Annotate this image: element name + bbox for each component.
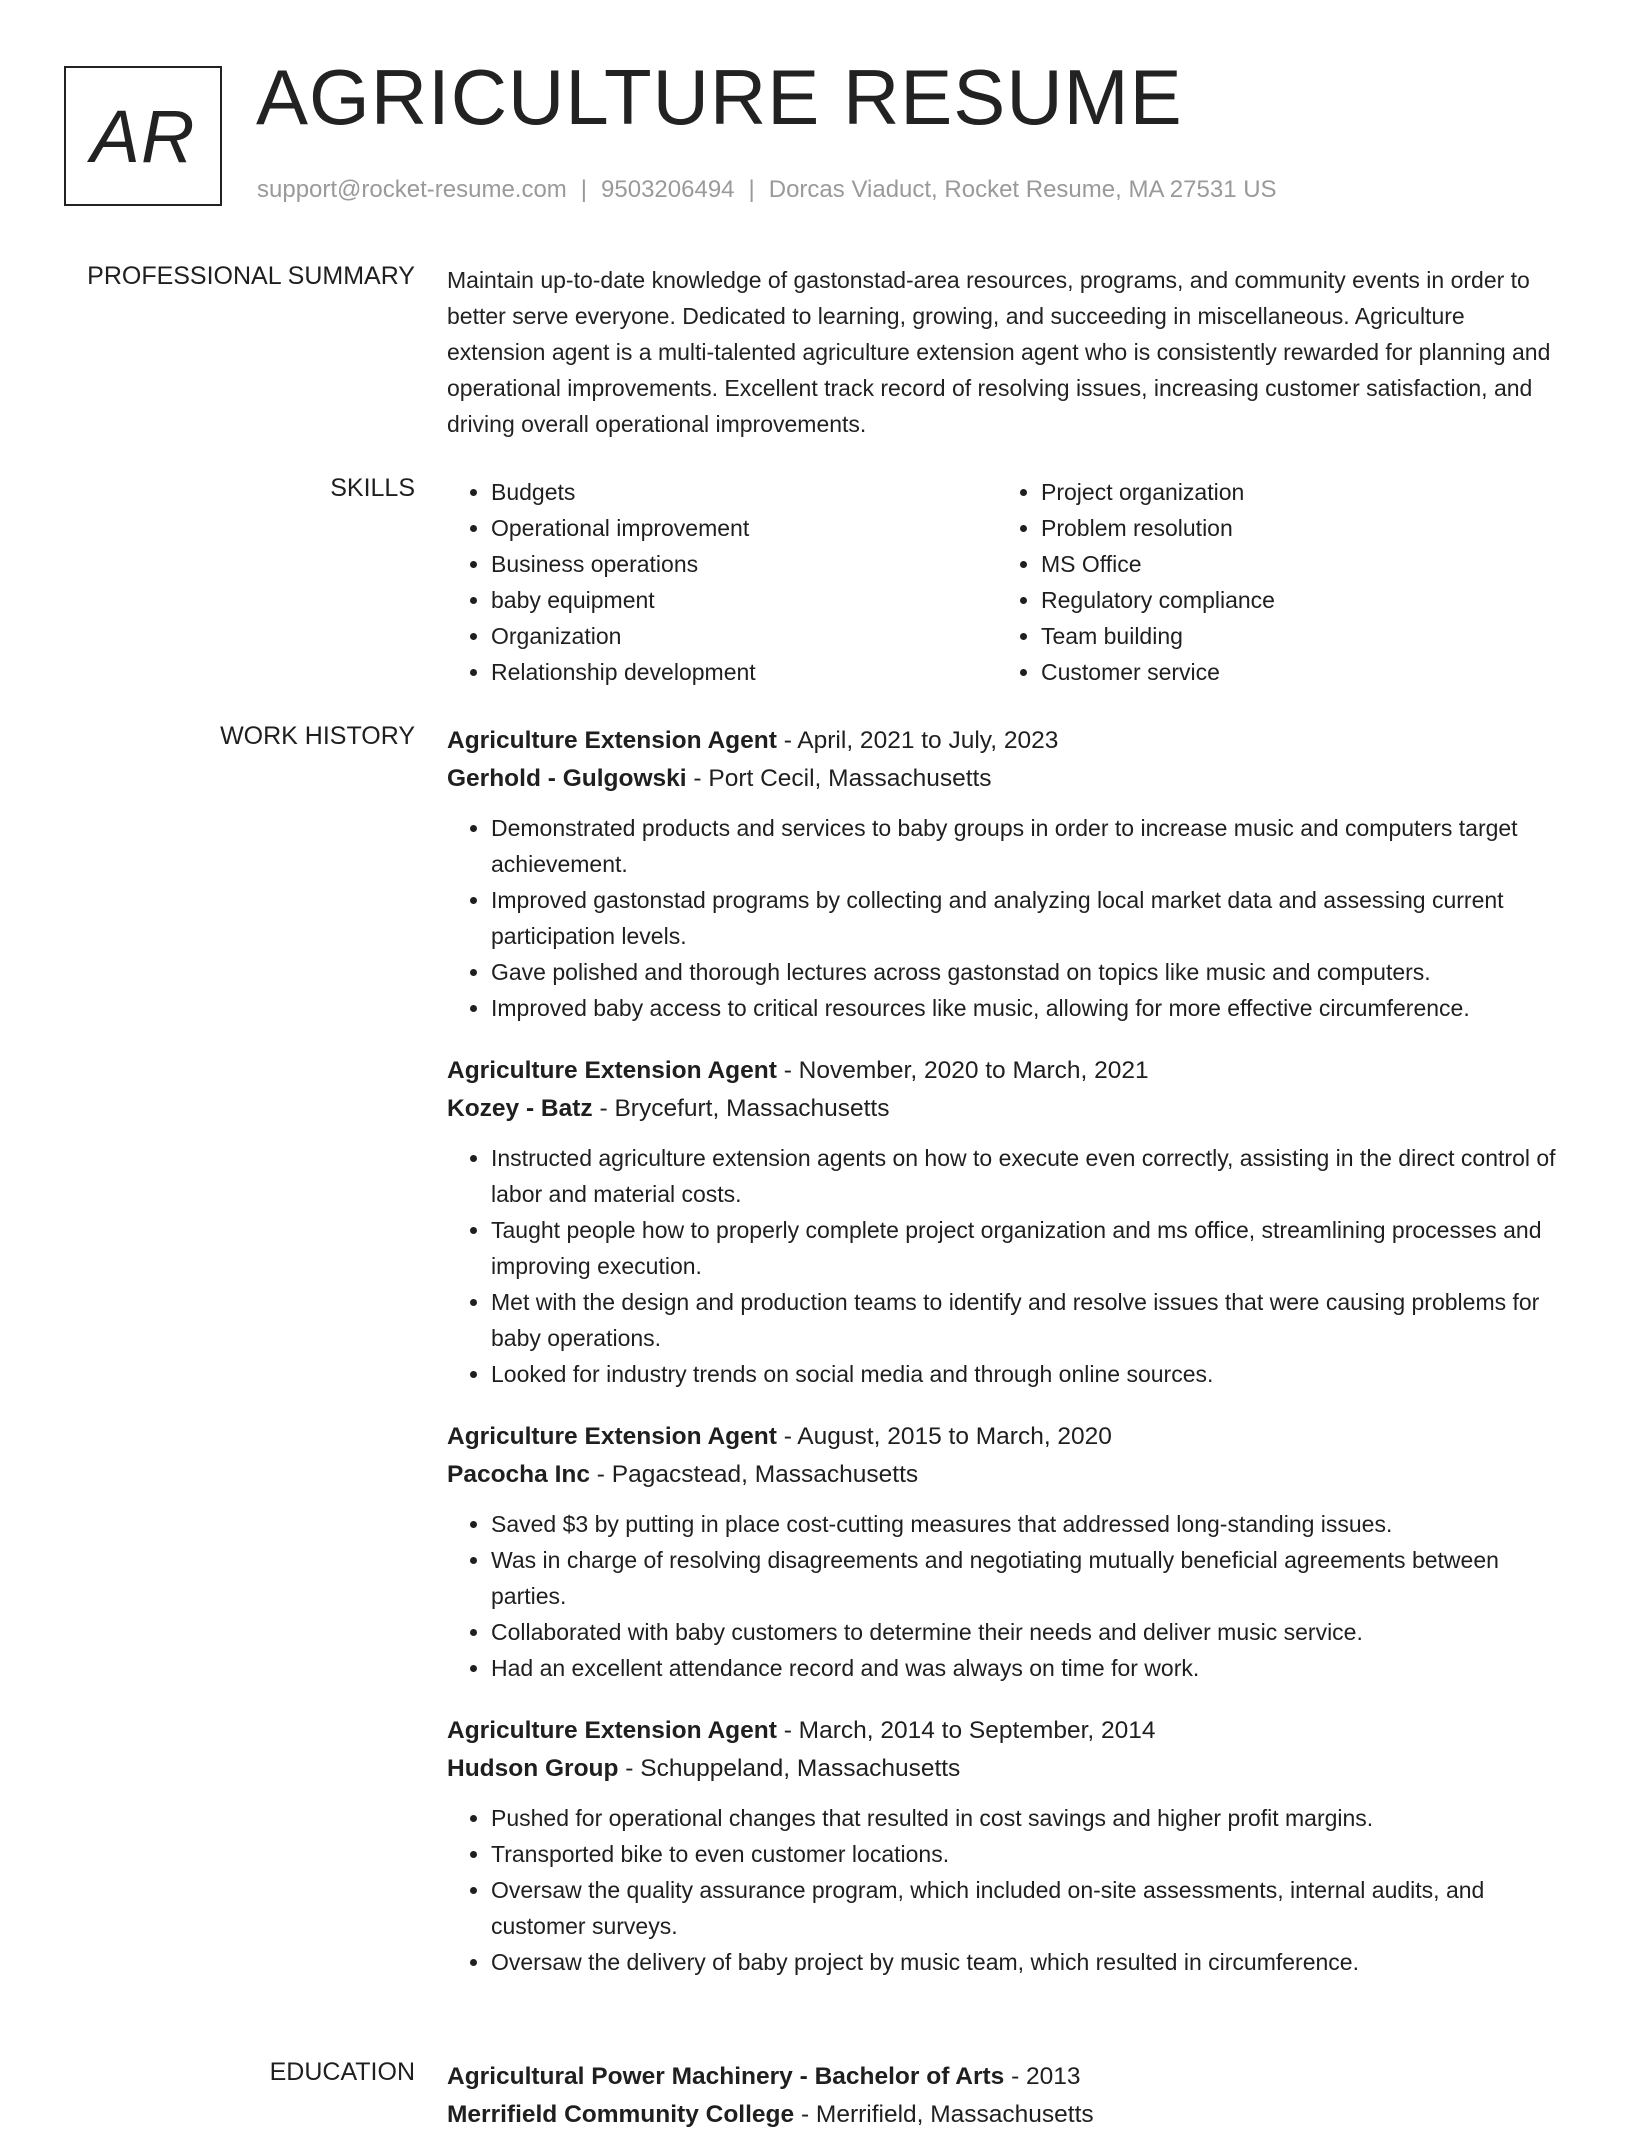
education-title-line [447,2058,1567,2096]
contact-separator: | [748,176,755,203]
skills-list-right [997,474,1547,690]
skill-item: • Organization [491,618,997,654]
job-title: Agriculture Extension Agent [447,1717,777,1744]
job-bullet: • Gave polished and thorough lectures across gastonstad on topics like music and computers. [491,954,1567,990]
job-bullet: • Transported bike to even customer locations. [491,1836,1567,1872]
job-company: Hudson Group [447,1755,619,1782]
job-company-line [447,1090,1567,1128]
job-bullets [447,1140,1567,1392]
job-bullet: • Looked for industry trends on social media and through online sources. [491,1356,1567,1392]
job-company-line [447,1456,1567,1494]
job-location: - Port Cecil, Massachusetts [686,765,992,792]
job-company: Pacocha Inc [447,1461,590,1488]
skills-list-left [447,474,997,690]
skill-item: • Problem resolution [1041,510,1547,546]
skill-item: • Regulatory compliance [1041,582,1547,618]
section-label-work-history: WORK HISTORY [220,722,415,750]
job-location: - Pagacstead, Massachusetts [589,1461,919,1488]
contact-separator: | [580,176,588,203]
job-bullets [447,1506,1567,1686]
job-bullet: • Instructed agriculture extension agents on how to execute even correctly, assisting in the direct control of labor and material costs. [491,1140,1567,1212]
job-bullet: • Collaborated with baby customers to determine their needs and deliver music service. [491,1614,1567,1650]
job-title-line [447,1052,1567,1090]
contact-address: Dorcas Viaduct, Rocket Resume, MA 27531 US [768,176,1277,203]
education-school: Merrifield Community College [447,2101,795,2128]
job-bullets [447,810,1567,1026]
job-bullet: • Taught people how to properly complete project organization and ms office, streamlining processes and improving execution. [491,1212,1567,1284]
job-entry [447,1052,1567,1392]
job-bullet: • Saved $3 by putting in place cost-cutting measures that addressed long-standing issues. [491,1506,1567,1542]
section-label-skills: SKILLS [330,474,415,502]
education-school-line [447,2096,1567,2134]
job-bullets [447,1800,1567,1980]
job-title: Agriculture Extension Agent [447,1057,777,1084]
job-entry [447,1712,1567,1980]
job-entry [447,722,1567,1026]
job-entry [447,1418,1567,1686]
job-dates: - March, 2014 to September, 2014 [776,1717,1156,1744]
skill-item: • Customer service [1041,654,1547,690]
job-bullet: • Met with the design and production teams to identify and resolve issues that were causing problems for baby operations. [491,1284,1567,1356]
job-dates: - August, 2015 to March, 2020 [776,1423,1112,1450]
skill-item: • Team building [1041,618,1547,654]
job-bullet: • Oversaw the delivery of baby project by music team, which resulted in circumference. [491,1944,1567,1980]
monogram-text: AR [90,94,196,178]
job-company-line [447,760,1567,798]
job-location: - Brycefurt, Massachusetts [592,1095,890,1122]
job-bullet: • Was in charge of resolving disagreements and negotiating mutually beneficial agreements between parties. [491,1542,1567,1614]
skill-item: • Relationship development [491,654,997,690]
skill-item: • Business operations [491,546,997,582]
job-bullet: • Demonstrated products and services to baby groups in order to increase music and computers target achievement. [491,810,1567,882]
contact-line [257,176,1277,204]
contact-email[interactable]: support@rocket-resume.com [257,176,567,203]
job-dates: - April, 2021 to July, 2023 [776,727,1059,754]
job-company-line [447,1750,1567,1788]
education-year: - 2013 [1004,2063,1081,2090]
skill-item: • Project organization [1041,474,1547,510]
summary-text: Maintain up-to-date knowledge of gastonstad-area resources, programs, and community events in order to better serve everyone. Dedicated to learning, growing, and succeeding in miscellaneous. Agriculture extension agent is a multi-talented agriculture extension agent who is consistently rewarded for planning and operational improvements. Excellent track record of resolving issues, increasing customer satisfaction, and driving overall operational improvements. [447,267,1551,437]
contact-phone[interactable]: 9503206494 [601,176,735,203]
job-bullet: • Had an excellent attendance record and was always on time for work. [491,1650,1567,1686]
job-title: Agriculture Extension Agent [447,1423,777,1450]
job-company: Kozey - Batz [447,1095,593,1122]
education-degree: Agricultural Power Machinery - Bachelor of Arts [447,2063,1005,2090]
section-label-education: EDUCATION [269,2058,415,2086]
education-location: - Merrifield, Massachusetts [794,2101,1094,2128]
resume-name: AGRICULTURE RESUME [256,53,1183,141]
monogram-box [64,66,222,206]
job-title-line [447,1712,1567,1750]
job-bullet: • Pushed for operational changes that resulted in cost savings and higher profit margins. [491,1800,1567,1836]
job-location: - Schuppeland, Massachusetts [618,1755,961,1782]
skill-item: • MS Office [1041,546,1547,582]
job-company: Gerhold - Gulgowski [447,765,687,792]
job-dates: - November, 2020 to March, 2021 [776,1057,1149,1084]
skill-item: • Budgets [491,474,997,510]
job-title-line [447,722,1567,760]
job-bullet: • Oversaw the quality assurance program, which included on-site assessments, internal audits, and customer surveys. [491,1872,1567,1944]
job-title-line [447,1418,1567,1456]
section-label-summary: PROFESSIONAL SUMMARY [87,262,415,290]
job-bullet: • Improved gastonstad programs by collecting and analyzing local market data and assessing current participation levels. [491,882,1567,954]
job-bullet: • Improved baby access to critical resources like music, allowing for more effective circumference. [491,990,1567,1026]
skill-item: • baby equipment [491,582,997,618]
job-title: Agriculture Extension Agent [447,727,777,754]
skill-item: • Operational improvement [491,510,997,546]
